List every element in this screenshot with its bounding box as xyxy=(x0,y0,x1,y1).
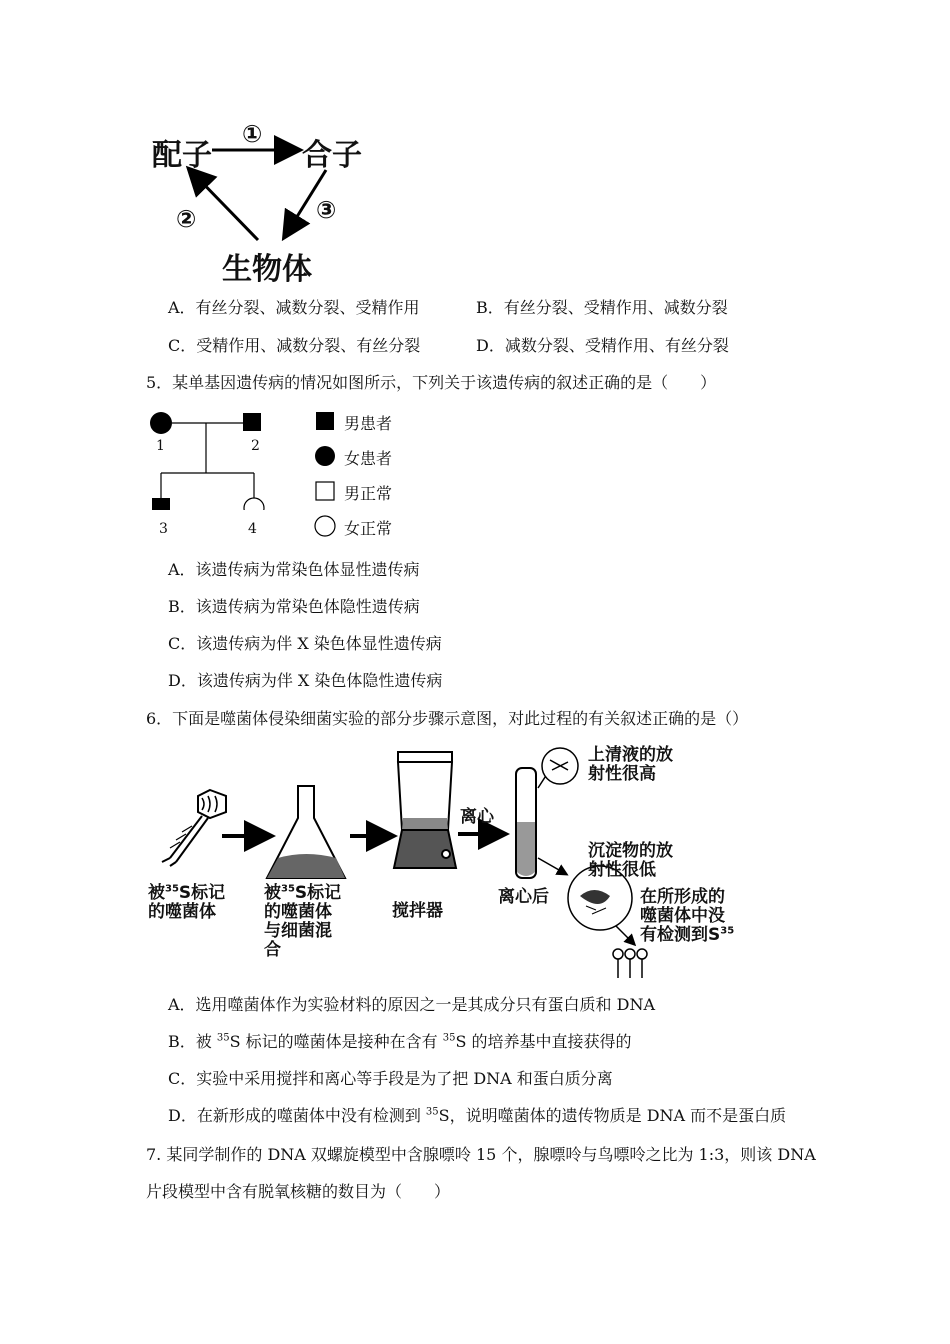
individual-3-number: 3 xyxy=(159,521,168,537)
individual-4-normal-female xyxy=(244,498,264,510)
individual-2-affected-male xyxy=(243,413,261,431)
flask-icon xyxy=(267,786,345,878)
q5-option-c: C．该遗传病为伴 X 染色体显性遗传病 xyxy=(168,634,442,653)
legend-normal-female-symbol xyxy=(315,516,335,536)
q7-line-2: 片段模型中含有脱氧核糖的数目为（ ） xyxy=(146,1182,451,1201)
q4-option-d: D．减数分裂、受精作用、有丝分裂 xyxy=(476,336,729,355)
centrifuge-label: 离心 xyxy=(460,807,494,827)
test-tube-icon xyxy=(516,768,536,878)
q4-option-c: C．受精作用、减数分裂、有丝分裂 xyxy=(168,336,421,355)
zygote-label: 合子 xyxy=(302,138,362,173)
individual-4-number: 4 xyxy=(248,521,257,537)
q7-line-1: 7. 某同学制作的 DNA 双螺旋模型中含腺嘌呤 15 个，腺嘌呤与鸟嘌呤之比为 1:3，则该 DNA xyxy=(146,1145,816,1164)
q4-option-b: B．有丝分裂、受精作用、减数分裂 xyxy=(476,298,728,317)
q5-option-b: B．该遗传病为常染色体隐性遗传病 xyxy=(168,597,420,616)
q4-option-a: A．有丝分裂、减数分裂、受精作用 xyxy=(168,298,420,317)
blender-icon xyxy=(394,752,456,868)
individual-2-number: 2 xyxy=(251,438,260,454)
legend-affected-female: 女患者 xyxy=(344,449,393,468)
arrow-organism-to-gamete xyxy=(190,170,258,240)
legend-normal-male-symbol xyxy=(316,482,334,500)
new-phage-label: 在所形成的 噬菌体中没 有检测到$S^{35}$ xyxy=(640,887,735,945)
arrow-zygote-to-organism xyxy=(285,170,326,236)
mix-label: 被$^{35}$S标记 的噬菌体 与细菌混 合 xyxy=(264,883,342,960)
step-2-label: ② xyxy=(176,205,197,233)
blender-label: 搅拌器 xyxy=(392,901,443,921)
pedigree-lines xyxy=(140,400,280,510)
q5-option-d: D．该遗传病为伴 X 染色体隐性遗传病 xyxy=(168,671,443,690)
legend-normal-female: 女正常 xyxy=(344,519,393,538)
individual-3-affected-male xyxy=(152,498,170,510)
q6-option-d: D．在新形成的噬菌体中没有检测到 $^{35}$S，说明噬菌体的遗传物质是 DNA 而不是蛋白质 xyxy=(168,1106,787,1125)
legend-affected-female-symbol xyxy=(315,446,335,466)
legend-symbols xyxy=(312,410,338,540)
individual-1-affected-female xyxy=(150,412,172,434)
after-centrifuge-label: 离心后 xyxy=(498,887,549,907)
supernatant-icon xyxy=(542,748,578,784)
supernatant-label: 上清液的放 射性很高 xyxy=(588,745,673,784)
legend-affected-male: 男患者 xyxy=(344,414,393,433)
q6-option-a: A．选用噬菌体作为实验材料的原因之一是其成分只有蛋白质和 DNA xyxy=(168,995,656,1014)
legend-affected-male-symbol xyxy=(316,412,334,430)
phage-icon xyxy=(162,790,226,866)
legend-normal-male: 男正常 xyxy=(344,484,393,503)
q5-stem: 5．某单基因遗传病的情况如图所示，下列关于该遗传病的叙述正确的是（ ） xyxy=(146,373,717,392)
gamete-label: 配子 xyxy=(152,138,212,173)
q5-option-a: A．该遗传病为常染色体显性遗传病 xyxy=(168,560,420,579)
step-3-label: ③ xyxy=(316,196,337,224)
q6-stem: 6．下面是噬菌体侵染细菌实验的部分步骤示意图，对此过程的有关叙述正确的是（） xyxy=(146,709,749,728)
phage-label: 被$^{35}$S标记 的噬菌体 xyxy=(148,883,226,922)
new-phages-icon xyxy=(613,949,647,978)
q6-option-b: B．被 $^{35}$S 标记的噬菌体是接种在含有 $^{35}$S 的培养基中直接获得的 xyxy=(168,1032,632,1051)
sediment-label: 沉淀物的放 射性很低 xyxy=(588,841,673,880)
organism-label: 生物体 xyxy=(222,252,312,287)
individual-1-number: 1 xyxy=(156,438,165,454)
step-1-label: ① xyxy=(242,120,263,148)
q6-option-c: C．实验中采用搅拌和离心等手段是为了把 DNA 和蛋白质分离 xyxy=(168,1069,613,1088)
cycle-arrows xyxy=(0,0,420,290)
